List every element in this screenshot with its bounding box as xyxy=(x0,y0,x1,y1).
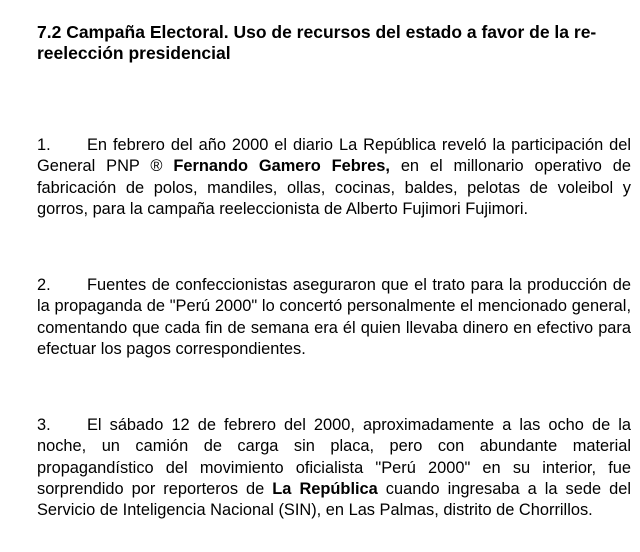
paragraph-1 xyxy=(37,135,631,220)
section-heading: 7.2 Campaña Electoral. Uso de recursos del estado a favor de la re-reelección presidencial xyxy=(37,22,597,63)
paragraph-bold-name: La República xyxy=(272,479,378,498)
paragraph-text: Fuentes de confeccionistas aseguraron que el trato para la producción de la propaganda de "Perú 2000" lo concertó personalmente el mencionado general, comentando que cada fin de semana era él quien llevaba dinero en efectivo para efectuar los pagos correspondientes. xyxy=(37,276,631,358)
paragraph-text: El sábado 12 de febrero del 2000, aproximadamente a las ocho de la noche, un camión de carga sin placa, pero con abundante material propagandístico del movimiento oficialista "Perú 2000" en su interior, fue sorprendido por reporteros de xyxy=(37,416,631,498)
paragraph-number: 3. xyxy=(37,416,51,434)
paragraph-text: cuando ingresaba a la sede del Servicio de Inteligencia Nacional (SIN), en Las Palmas, distrito de Chorrillos. xyxy=(37,479,631,520)
paragraph-text: En febrero del año 2000 el diario La República reveló la participación del General PNP ® xyxy=(37,136,631,176)
paragraph-bold-name: Fernando Gamero Febres, xyxy=(173,157,390,176)
paragraph-2 xyxy=(37,275,631,360)
paragraph-3 xyxy=(37,415,631,521)
paragraph-text: en el millonario operativo de fabricación de polos, mandiles, ollas, cocinas, baldes, pelotas de voleibol y gorros, para la campaña reeleccionista de Alberto Fujimori Fujimori. xyxy=(37,157,631,218)
paragraph-number: 2. xyxy=(37,276,51,294)
paragraph-number: 1. xyxy=(37,136,51,154)
